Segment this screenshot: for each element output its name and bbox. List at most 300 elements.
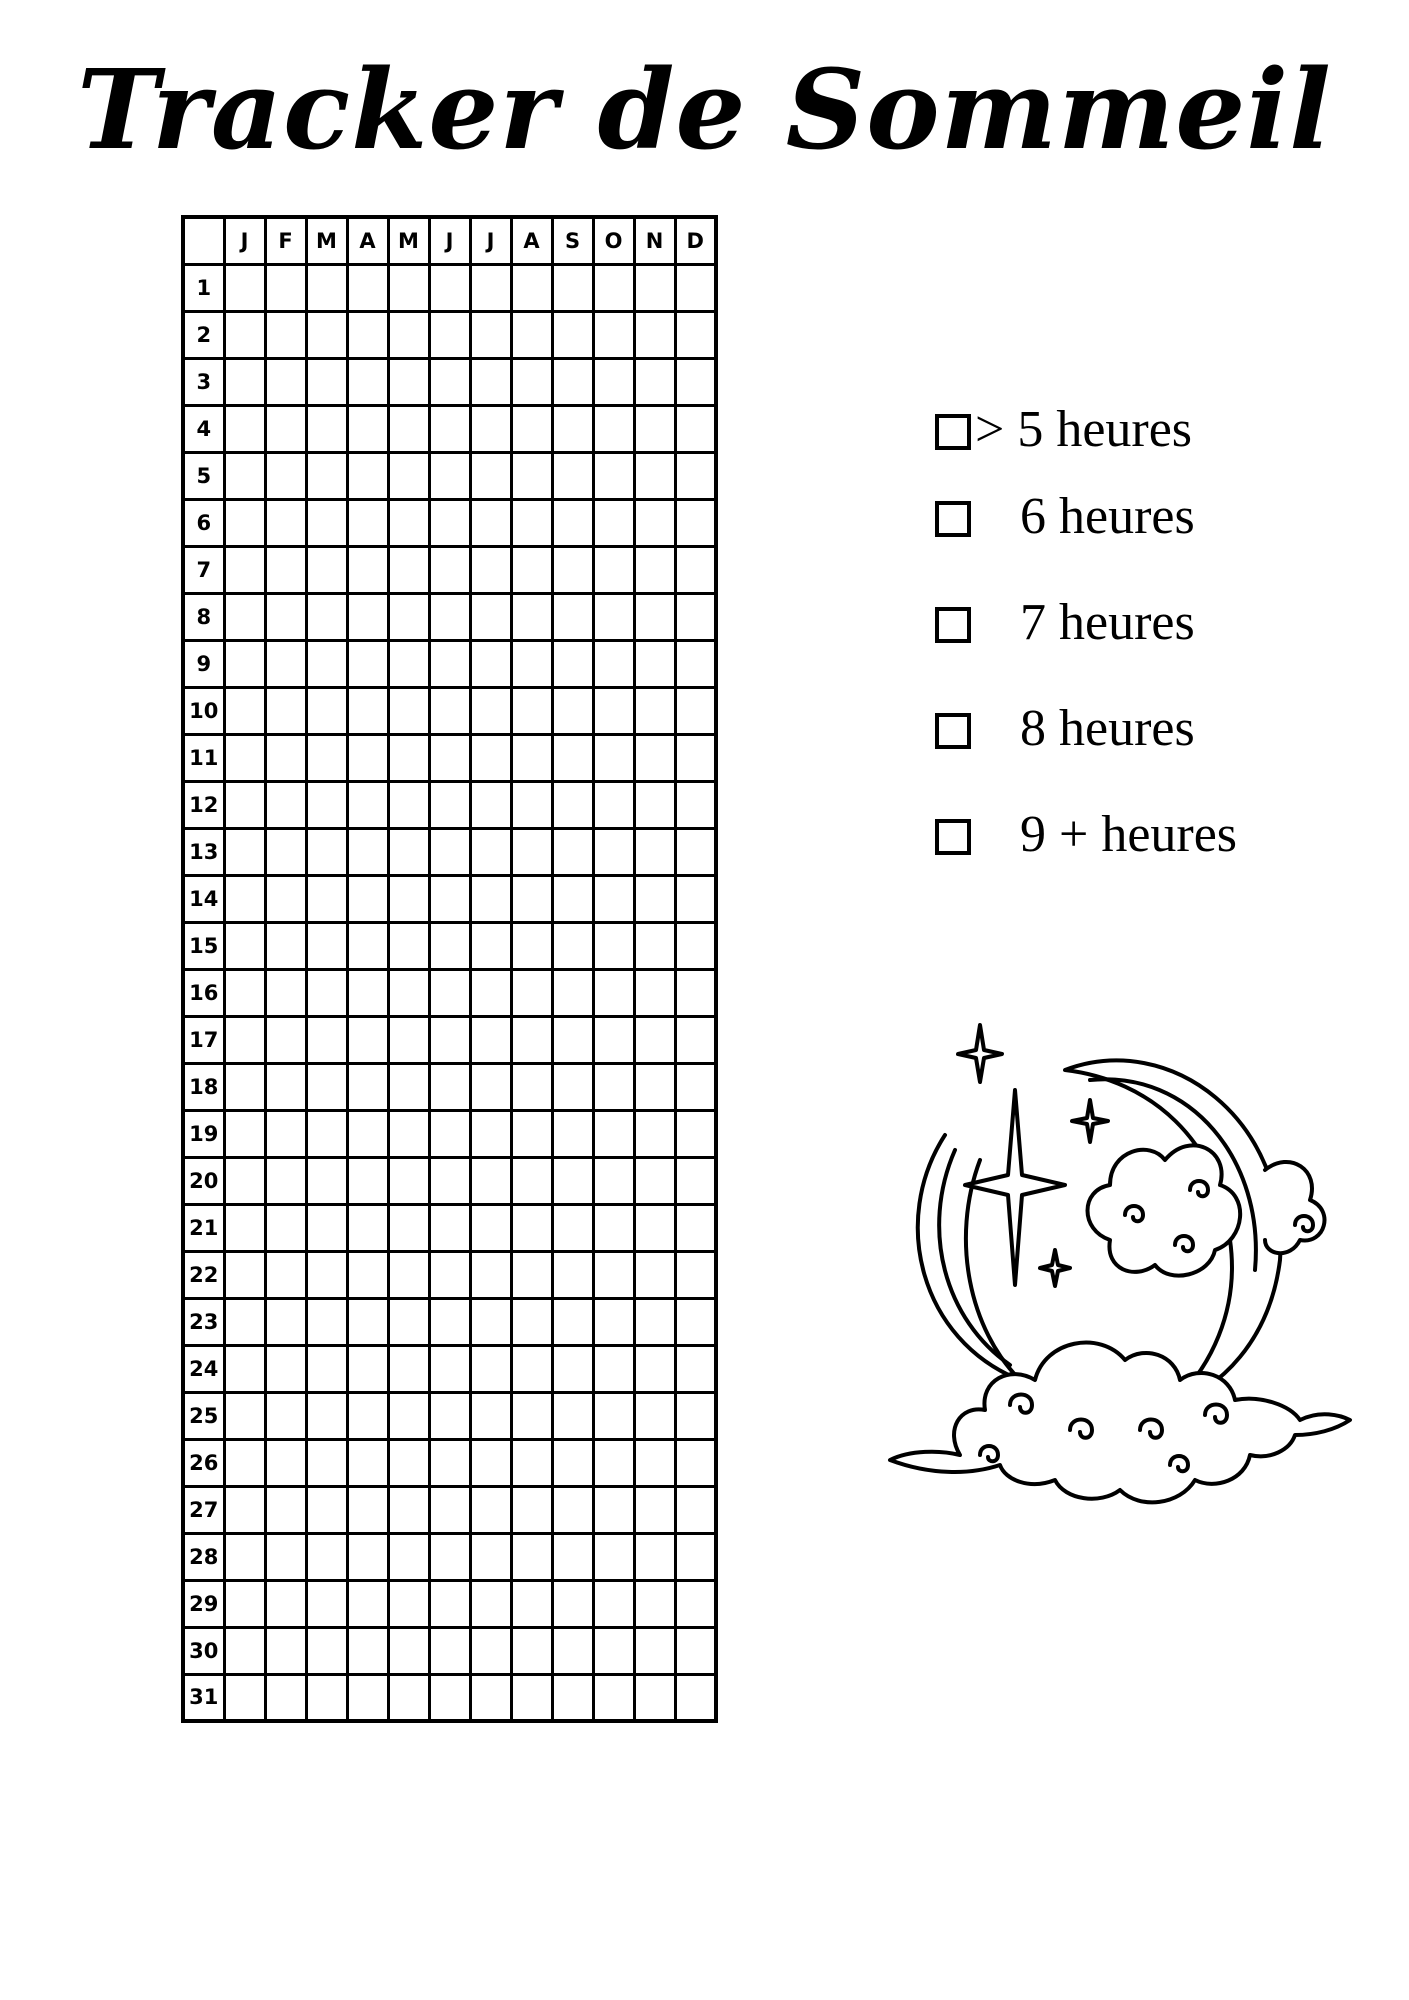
- tracker-cell[interactable]: [675, 875, 716, 922]
- tracker-cell[interactable]: [552, 405, 593, 452]
- tracker-cell[interactable]: [470, 264, 511, 311]
- legend-checkbox[interactable]: [935, 607, 971, 643]
- tracker-cell[interactable]: [306, 640, 347, 687]
- tracker-cell[interactable]: [388, 1439, 429, 1486]
- tracker-cell[interactable]: [634, 1627, 675, 1674]
- tracker-cell[interactable]: [265, 1063, 306, 1110]
- tracker-cell[interactable]: [675, 546, 716, 593]
- tracker-cell[interactable]: [470, 640, 511, 687]
- tracker-cell[interactable]: [429, 781, 470, 828]
- tracker-cell[interactable]: [552, 1392, 593, 1439]
- tracker-cell[interactable]: [470, 1674, 511, 1721]
- tracker-cell[interactable]: [675, 311, 716, 358]
- tracker-cell[interactable]: [470, 311, 511, 358]
- tracker-cell[interactable]: [470, 1345, 511, 1392]
- tracker-cell[interactable]: [224, 1392, 265, 1439]
- tracker-cell[interactable]: [675, 781, 716, 828]
- tracker-cell[interactable]: [306, 828, 347, 875]
- tracker-cell[interactable]: [593, 452, 634, 499]
- tracker-cell[interactable]: [675, 734, 716, 781]
- tracker-cell[interactable]: [552, 734, 593, 781]
- tracker-cell[interactable]: [347, 311, 388, 358]
- tracker-cell[interactable]: [306, 452, 347, 499]
- tracker-cell[interactable]: [388, 781, 429, 828]
- tracker-cell[interactable]: [552, 264, 593, 311]
- tracker-cell[interactable]: [511, 1439, 552, 1486]
- tracker-cell[interactable]: [265, 1110, 306, 1157]
- tracker-cell[interactable]: [388, 546, 429, 593]
- tracker-cell[interactable]: [306, 546, 347, 593]
- tracker-cell[interactable]: [265, 1251, 306, 1298]
- tracker-cell[interactable]: [552, 922, 593, 969]
- tracker-cell[interactable]: [552, 1627, 593, 1674]
- tracker-cell[interactable]: [306, 734, 347, 781]
- tracker-cell[interactable]: [429, 1157, 470, 1204]
- tracker-cell[interactable]: [593, 875, 634, 922]
- tracker-cell[interactable]: [593, 1439, 634, 1486]
- tracker-cell[interactable]: [593, 264, 634, 311]
- tracker-cell[interactable]: [593, 1110, 634, 1157]
- tracker-cell[interactable]: [552, 499, 593, 546]
- tracker-cell[interactable]: [347, 1439, 388, 1486]
- tracker-cell[interactable]: [552, 1016, 593, 1063]
- tracker-cell[interactable]: [388, 640, 429, 687]
- tracker-cell[interactable]: [593, 593, 634, 640]
- tracker-cell[interactable]: [306, 922, 347, 969]
- tracker-cell[interactable]: [552, 687, 593, 734]
- tracker-cell[interactable]: [511, 593, 552, 640]
- tracker-cell[interactable]: [675, 1533, 716, 1580]
- tracker-cell[interactable]: [306, 1486, 347, 1533]
- tracker-cell[interactable]: [511, 311, 552, 358]
- tracker-cell[interactable]: [224, 1016, 265, 1063]
- tracker-cell[interactable]: [347, 640, 388, 687]
- tracker-cell[interactable]: [593, 640, 634, 687]
- tracker-cell[interactable]: [388, 405, 429, 452]
- tracker-cell[interactable]: [593, 1345, 634, 1392]
- tracker-cell[interactable]: [593, 1486, 634, 1533]
- tracker-cell[interactable]: [634, 1392, 675, 1439]
- tracker-cell[interactable]: [429, 875, 470, 922]
- tracker-cell[interactable]: [224, 358, 265, 405]
- tracker-cell[interactable]: [593, 781, 634, 828]
- tracker-cell[interactable]: [470, 734, 511, 781]
- tracker-cell[interactable]: [511, 452, 552, 499]
- tracker-cell[interactable]: [470, 1204, 511, 1251]
- tracker-cell[interactable]: [429, 1533, 470, 1580]
- legend-checkbox[interactable]: [935, 819, 971, 855]
- tracker-cell[interactable]: [511, 499, 552, 546]
- tracker-cell[interactable]: [224, 1674, 265, 1721]
- tracker-cell[interactable]: [429, 1627, 470, 1674]
- tracker-cell[interactable]: [511, 1204, 552, 1251]
- tracker-cell[interactable]: [224, 1439, 265, 1486]
- tracker-cell[interactable]: [470, 969, 511, 1016]
- tracker-cell[interactable]: [306, 1345, 347, 1392]
- tracker-cell[interactable]: [347, 264, 388, 311]
- tracker-cell[interactable]: [224, 875, 265, 922]
- tracker-cell[interactable]: [593, 358, 634, 405]
- tracker-cell[interactable]: [675, 452, 716, 499]
- tracker-cell[interactable]: [470, 1533, 511, 1580]
- tracker-cell[interactable]: [593, 969, 634, 1016]
- tracker-cell[interactable]: [593, 734, 634, 781]
- tracker-cell[interactable]: [634, 922, 675, 969]
- tracker-cell[interactable]: [593, 1251, 634, 1298]
- tracker-cell[interactable]: [388, 1063, 429, 1110]
- tracker-cell[interactable]: [224, 969, 265, 1016]
- tracker-cell[interactable]: [347, 1204, 388, 1251]
- tracker-cell[interactable]: [306, 969, 347, 1016]
- tracker-cell[interactable]: [347, 499, 388, 546]
- tracker-cell[interactable]: [224, 640, 265, 687]
- tracker-cell[interactable]: [511, 358, 552, 405]
- tracker-cell[interactable]: [470, 1486, 511, 1533]
- tracker-cell[interactable]: [306, 593, 347, 640]
- tracker-cell[interactable]: [634, 1204, 675, 1251]
- tracker-cell[interactable]: [265, 358, 306, 405]
- tracker-cell[interactable]: [388, 452, 429, 499]
- tracker-cell[interactable]: [429, 922, 470, 969]
- legend-checkbox[interactable]: [935, 501, 971, 537]
- tracker-cell[interactable]: [306, 1674, 347, 1721]
- tracker-cell[interactable]: [429, 969, 470, 1016]
- tracker-cell[interactable]: [470, 1439, 511, 1486]
- tracker-cell[interactable]: [388, 828, 429, 875]
- tracker-cell[interactable]: [265, 1580, 306, 1627]
- tracker-cell[interactable]: [552, 452, 593, 499]
- tracker-cell[interactable]: [429, 1486, 470, 1533]
- tracker-cell[interactable]: [224, 593, 265, 640]
- tracker-cell[interactable]: [265, 640, 306, 687]
- tracker-cell[interactable]: [634, 546, 675, 593]
- tracker-cell[interactable]: [429, 405, 470, 452]
- tracker-cell[interactable]: [306, 1157, 347, 1204]
- tracker-cell[interactable]: [552, 969, 593, 1016]
- tracker-cell[interactable]: [552, 593, 593, 640]
- tracker-cell[interactable]: [593, 1204, 634, 1251]
- tracker-cell[interactable]: [511, 1157, 552, 1204]
- tracker-cell[interactable]: [552, 1204, 593, 1251]
- tracker-cell[interactable]: [511, 734, 552, 781]
- tracker-cell[interactable]: [347, 1392, 388, 1439]
- tracker-cell[interactable]: [265, 593, 306, 640]
- tracker-cell[interactable]: [552, 640, 593, 687]
- tracker-cell[interactable]: [634, 1345, 675, 1392]
- tracker-cell[interactable]: [265, 828, 306, 875]
- tracker-cell[interactable]: [224, 405, 265, 452]
- tracker-cell[interactable]: [552, 311, 593, 358]
- tracker-cell[interactable]: [347, 358, 388, 405]
- tracker-cell[interactable]: [347, 875, 388, 922]
- tracker-cell[interactable]: [511, 1627, 552, 1674]
- tracker-cell[interactable]: [511, 1345, 552, 1392]
- tracker-cell[interactable]: [265, 1674, 306, 1721]
- tracker-cell[interactable]: [634, 1063, 675, 1110]
- tracker-cell[interactable]: [429, 1110, 470, 1157]
- tracker-cell[interactable]: [552, 1674, 593, 1721]
- tracker-cell[interactable]: [347, 1345, 388, 1392]
- tracker-cell[interactable]: [429, 311, 470, 358]
- tracker-cell[interactable]: [224, 1580, 265, 1627]
- tracker-cell[interactable]: [388, 1392, 429, 1439]
- legend-checkbox[interactable]: [935, 713, 971, 749]
- tracker-cell[interactable]: [552, 1157, 593, 1204]
- tracker-cell[interactable]: [429, 1580, 470, 1627]
- tracker-cell[interactable]: [634, 1298, 675, 1345]
- tracker-cell[interactable]: [306, 1251, 347, 1298]
- tracker-cell[interactable]: [552, 1580, 593, 1627]
- tracker-cell[interactable]: [593, 687, 634, 734]
- tracker-cell[interactable]: [224, 1063, 265, 1110]
- tracker-cell[interactable]: [347, 546, 388, 593]
- tracker-cell[interactable]: [429, 687, 470, 734]
- tracker-cell[interactable]: [265, 1016, 306, 1063]
- tracker-cell[interactable]: [511, 1392, 552, 1439]
- tracker-cell[interactable]: [593, 1298, 634, 1345]
- tracker-cell[interactable]: [347, 1298, 388, 1345]
- tracker-cell[interactable]: [634, 1251, 675, 1298]
- tracker-cell[interactable]: [634, 875, 675, 922]
- tracker-cell[interactable]: [675, 828, 716, 875]
- tracker-cell[interactable]: [347, 1063, 388, 1110]
- tracker-cell[interactable]: [552, 1533, 593, 1580]
- tracker-cell[interactable]: [306, 781, 347, 828]
- tracker-cell[interactable]: [429, 1392, 470, 1439]
- tracker-cell[interactable]: [347, 452, 388, 499]
- tracker-cell[interactable]: [388, 1627, 429, 1674]
- tracker-cell[interactable]: [634, 405, 675, 452]
- tracker-cell[interactable]: [470, 781, 511, 828]
- tracker-cell[interactable]: [634, 264, 675, 311]
- tracker-cell[interactable]: [470, 546, 511, 593]
- tracker-cell[interactable]: [265, 922, 306, 969]
- tracker-cell[interactable]: [470, 1580, 511, 1627]
- tracker-cell[interactable]: [429, 1345, 470, 1392]
- tracker-cell[interactable]: [265, 1533, 306, 1580]
- tracker-cell[interactable]: [675, 1204, 716, 1251]
- tracker-cell[interactable]: [265, 405, 306, 452]
- tracker-cell[interactable]: [388, 1110, 429, 1157]
- tracker-cell[interactable]: [552, 358, 593, 405]
- tracker-cell[interactable]: [224, 499, 265, 546]
- tracker-cell[interactable]: [265, 1157, 306, 1204]
- tracker-cell[interactable]: [552, 1345, 593, 1392]
- tracker-cell[interactable]: [511, 1298, 552, 1345]
- tracker-cell[interactable]: [470, 828, 511, 875]
- tracker-cell[interactable]: [675, 358, 716, 405]
- tracker-cell[interactable]: [675, 687, 716, 734]
- tracker-cell[interactable]: [388, 1298, 429, 1345]
- tracker-cell[interactable]: [634, 734, 675, 781]
- tracker-cell[interactable]: [593, 546, 634, 593]
- tracker-cell[interactable]: [675, 264, 716, 311]
- tracker-cell[interactable]: [306, 1204, 347, 1251]
- tracker-cell[interactable]: [470, 1627, 511, 1674]
- tracker-cell[interactable]: [470, 1157, 511, 1204]
- tracker-cell[interactable]: [429, 499, 470, 546]
- tracker-cell[interactable]: [347, 922, 388, 969]
- tracker-cell[interactable]: [552, 1439, 593, 1486]
- tracker-cell[interactable]: [429, 1674, 470, 1721]
- tracker-cell[interactable]: [265, 1392, 306, 1439]
- tracker-cell[interactable]: [470, 922, 511, 969]
- tracker-cell[interactable]: [675, 1298, 716, 1345]
- tracker-cell[interactable]: [388, 1580, 429, 1627]
- tracker-cell[interactable]: [429, 828, 470, 875]
- tracker-cell[interactable]: [511, 1674, 552, 1721]
- tracker-cell[interactable]: [265, 875, 306, 922]
- tracker-cell[interactable]: [224, 1110, 265, 1157]
- tracker-cell[interactable]: [429, 1063, 470, 1110]
- tracker-cell[interactable]: [593, 405, 634, 452]
- tracker-cell[interactable]: [224, 1298, 265, 1345]
- tracker-cell[interactable]: [388, 1486, 429, 1533]
- tracker-cell[interactable]: [388, 969, 429, 1016]
- tracker-cell[interactable]: [675, 1486, 716, 1533]
- tracker-cell[interactable]: [634, 828, 675, 875]
- tracker-cell[interactable]: [552, 1251, 593, 1298]
- tracker-cell[interactable]: [675, 1580, 716, 1627]
- tracker-cell[interactable]: [388, 1251, 429, 1298]
- tracker-cell[interactable]: [593, 311, 634, 358]
- tracker-cell[interactable]: [593, 1533, 634, 1580]
- tracker-cell[interactable]: [224, 1486, 265, 1533]
- tracker-cell[interactable]: [347, 405, 388, 452]
- tracker-cell[interactable]: [265, 1298, 306, 1345]
- tracker-cell[interactable]: [388, 311, 429, 358]
- tracker-cell[interactable]: [470, 1016, 511, 1063]
- tracker-cell[interactable]: [429, 1016, 470, 1063]
- tracker-cell[interactable]: [388, 1204, 429, 1251]
- tracker-cell[interactable]: [265, 734, 306, 781]
- tracker-cell[interactable]: [511, 1110, 552, 1157]
- tracker-cell[interactable]: [634, 781, 675, 828]
- tracker-cell[interactable]: [429, 358, 470, 405]
- tracker-cell[interactable]: [634, 499, 675, 546]
- tracker-cell[interactable]: [634, 358, 675, 405]
- tracker-cell[interactable]: [511, 405, 552, 452]
- tracker-cell[interactable]: [265, 687, 306, 734]
- tracker-cell[interactable]: [347, 1580, 388, 1627]
- tracker-cell[interactable]: [675, 1063, 716, 1110]
- tracker-cell[interactable]: [224, 828, 265, 875]
- tracker-cell[interactable]: [511, 1251, 552, 1298]
- tracker-cell[interactable]: [593, 828, 634, 875]
- tracker-cell[interactable]: [675, 405, 716, 452]
- tracker-cell[interactable]: [429, 546, 470, 593]
- tracker-cell[interactable]: [552, 781, 593, 828]
- tracker-cell[interactable]: [511, 1063, 552, 1110]
- tracker-cell[interactable]: [552, 1486, 593, 1533]
- tracker-cell[interactable]: [634, 1439, 675, 1486]
- tracker-cell[interactable]: [224, 264, 265, 311]
- tracker-cell[interactable]: [470, 687, 511, 734]
- tracker-cell[interactable]: [593, 1674, 634, 1721]
- tracker-cell[interactable]: [224, 1627, 265, 1674]
- tracker-cell[interactable]: [675, 1674, 716, 1721]
- tracker-cell[interactable]: [306, 1298, 347, 1345]
- tracker-cell[interactable]: [224, 922, 265, 969]
- tracker-cell[interactable]: [511, 546, 552, 593]
- tracker-cell[interactable]: [224, 311, 265, 358]
- tracker-cell[interactable]: [552, 546, 593, 593]
- tracker-cell[interactable]: [675, 922, 716, 969]
- tracker-cell[interactable]: [306, 264, 347, 311]
- tracker-cell[interactable]: [388, 1533, 429, 1580]
- legend-checkbox[interactable]: [935, 414, 971, 450]
- tracker-cell[interactable]: [675, 1627, 716, 1674]
- tracker-cell[interactable]: [224, 1345, 265, 1392]
- tracker-cell[interactable]: [224, 781, 265, 828]
- tracker-cell[interactable]: [552, 1298, 593, 1345]
- tracker-cell[interactable]: [306, 1016, 347, 1063]
- tracker-cell[interactable]: [388, 922, 429, 969]
- tracker-cell[interactable]: [470, 358, 511, 405]
- tracker-cell[interactable]: [675, 1345, 716, 1392]
- tracker-cell[interactable]: [593, 1157, 634, 1204]
- tracker-cell[interactable]: [511, 781, 552, 828]
- tracker-cell[interactable]: [511, 264, 552, 311]
- tracker-cell[interactable]: [306, 311, 347, 358]
- tracker-cell[interactable]: [265, 311, 306, 358]
- tracker-cell[interactable]: [470, 405, 511, 452]
- tracker-cell[interactable]: [429, 1439, 470, 1486]
- tracker-cell[interactable]: [347, 1674, 388, 1721]
- tracker-cell[interactable]: [675, 1110, 716, 1157]
- tracker-cell[interactable]: [634, 1674, 675, 1721]
- tracker-cell[interactable]: [347, 1016, 388, 1063]
- tracker-cell[interactable]: [224, 1204, 265, 1251]
- tracker-cell[interactable]: [306, 1580, 347, 1627]
- tracker-cell[interactable]: [675, 1392, 716, 1439]
- tracker-cell[interactable]: [429, 593, 470, 640]
- tracker-cell[interactable]: [470, 452, 511, 499]
- tracker-cell[interactable]: [265, 452, 306, 499]
- tracker-cell[interactable]: [347, 734, 388, 781]
- tracker-cell[interactable]: [470, 1392, 511, 1439]
- tracker-cell[interactable]: [347, 1251, 388, 1298]
- tracker-cell[interactable]: [388, 264, 429, 311]
- tracker-cell[interactable]: [593, 1016, 634, 1063]
- tracker-cell[interactable]: [634, 1486, 675, 1533]
- tracker-cell[interactable]: [265, 546, 306, 593]
- tracker-cell[interactable]: [429, 1204, 470, 1251]
- tracker-cell[interactable]: [306, 1392, 347, 1439]
- tracker-cell[interactable]: [388, 875, 429, 922]
- tracker-cell[interactable]: [593, 1392, 634, 1439]
- tracker-cell[interactable]: [306, 687, 347, 734]
- tracker-cell[interactable]: [552, 875, 593, 922]
- tracker-cell[interactable]: [224, 734, 265, 781]
- tracker-cell[interactable]: [675, 593, 716, 640]
- tracker-cell[interactable]: [470, 593, 511, 640]
- tracker-cell[interactable]: [470, 1110, 511, 1157]
- tracker-cell[interactable]: [593, 1063, 634, 1110]
- tracker-cell[interactable]: [634, 1580, 675, 1627]
- tracker-cell[interactable]: [306, 1439, 347, 1486]
- tracker-cell[interactable]: [306, 1063, 347, 1110]
- tracker-cell[interactable]: [306, 1627, 347, 1674]
- tracker-cell[interactable]: [224, 1251, 265, 1298]
- tracker-cell[interactable]: [429, 640, 470, 687]
- tracker-cell[interactable]: [511, 969, 552, 1016]
- tracker-cell[interactable]: [388, 687, 429, 734]
- tracker-cell[interactable]: [634, 311, 675, 358]
- tracker-cell[interactable]: [347, 781, 388, 828]
- tracker-cell[interactable]: [552, 828, 593, 875]
- tracker-cell[interactable]: [634, 1533, 675, 1580]
